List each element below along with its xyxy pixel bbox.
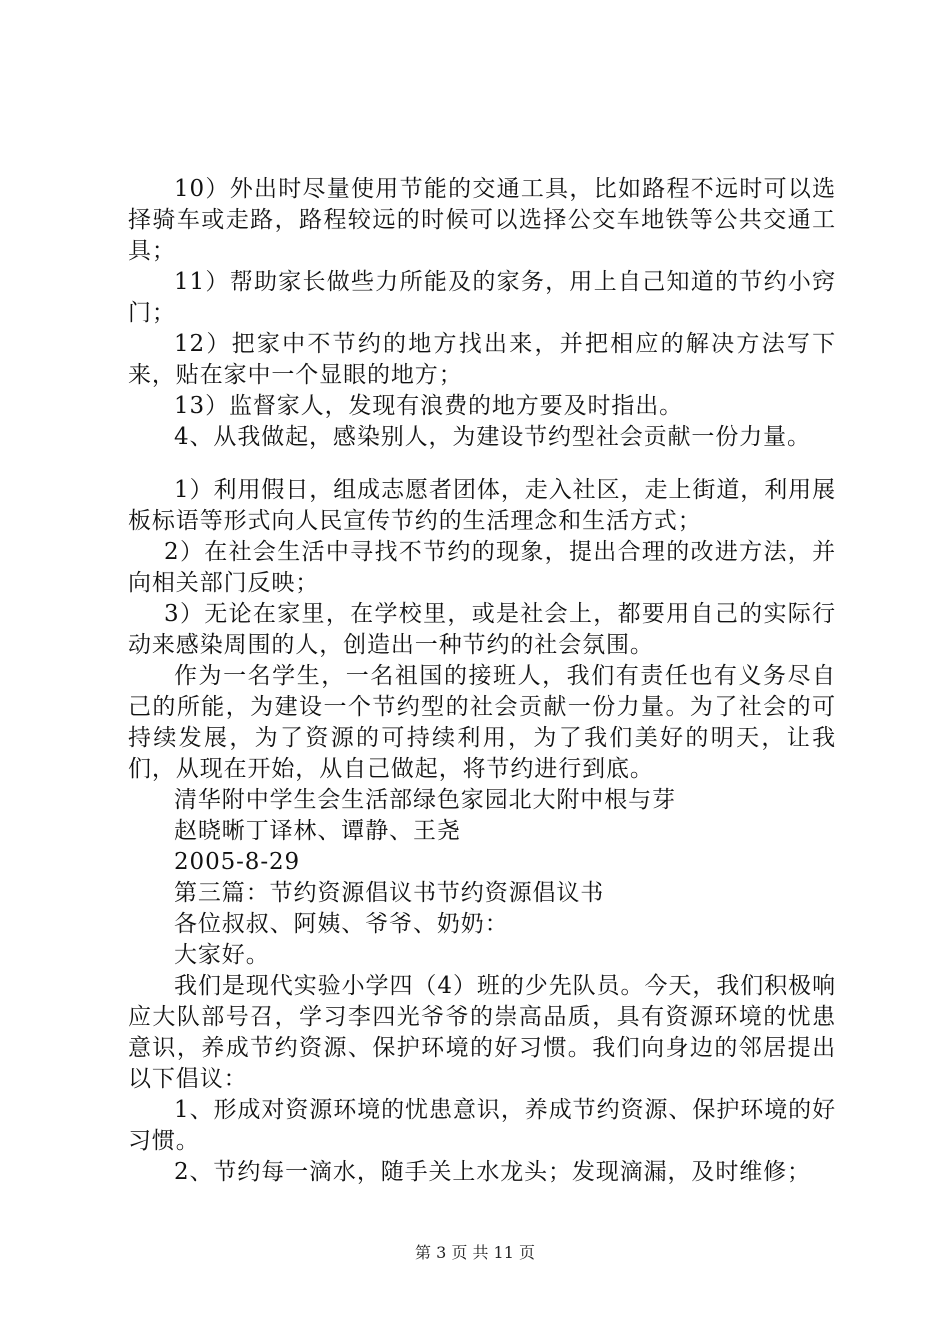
signature-organizations: 清华附中学生会生活部绿色家园北大附中根与芽 <box>174 787 676 813</box>
signature-date: 2005-8-29 <box>174 849 301 875</box>
paragraph-proposal-1: 1、形成对资源环境的忧患意识，养成节约资源、保护环境的好习惯。 <box>128 1097 836 1154</box>
paragraph-item-12: 12）把家中不节约的地方找出来，并把相应的解决方法写下来，贴在家中一个显眼的地方； <box>128 331 836 388</box>
paragraph-proposal-2: 2、节约每一滴水，随手关上水龙头；发现滴漏，及时维修； <box>174 1159 811 1185</box>
page-number-label: 第 3 页 共 11 页 <box>415 1243 535 1262</box>
greeting: 大家好。 <box>174 942 270 968</box>
salutation: 各位叔叔、阿姨、爷爷、奶奶： <box>174 911 509 937</box>
paragraph-conclusion: 作为一名学生，一名祖国的接班人，我们有责任也有义务尽自己的所能，为建设一个节约型的社会贡献一份力量。为了社会的可持续发展，为了资源的可持续利用，为了我们美好的明天，让我们，从现在开始，从自己做起，将节约进行到底。 <box>128 663 836 782</box>
section-title: 第三篇：节约资源倡议书节约资源倡议书 <box>174 880 605 906</box>
paragraph-item-13: 13）监督家人，发现有浪费的地方要及时指出。 <box>174 393 684 419</box>
paragraph-item-11: 11）帮助家长做些力所能及的家务，用上自己知道的节约小窍门； <box>128 269 836 326</box>
paragraph-point-4: 4、从我做起，感染别人，为建设节约型社会贡献一份力量。 <box>174 424 811 450</box>
paragraph-intro: 我们是现代实验小学四（4）班的少先队员。今天，我们积极响应大队部号召，学习李四光爷爷的崇高品质，具有资源环境的忧患意识，养成节约资源、保护环境的好习惯。我们向身边的邻居提出以下倡议： <box>128 973 836 1092</box>
paragraph-subitem-2: 2）在社会生活中寻找不节约的现象，提出合理的改进方法，并向相关部门反映； <box>128 539 836 596</box>
paragraph-subitem-1: 1）利用假日，组成志愿者团体，走入社区，走上街道，利用展板标语等形式向人民宣传节约的生活理念和生活方式； <box>128 477 836 534</box>
page-footer <box>0 1243 950 1263</box>
paragraph-subitem-3: 3）无论在家里，在学校里，或是社会上，都要用自己的实际行动来感染周围的人，创造出一种节约的社会氛围。 <box>128 601 836 658</box>
paragraph-item-10: 10）外出时尽量使用节能的交通工具，比如路程不远时可以选择骑车或走路，路程较远的时候可以选择公交车地铁等公共交通工具； <box>128 176 836 264</box>
signature-names: 赵晓晰丁译林、谭静、王尧 <box>174 818 461 844</box>
document-body <box>128 174 836 1188</box>
